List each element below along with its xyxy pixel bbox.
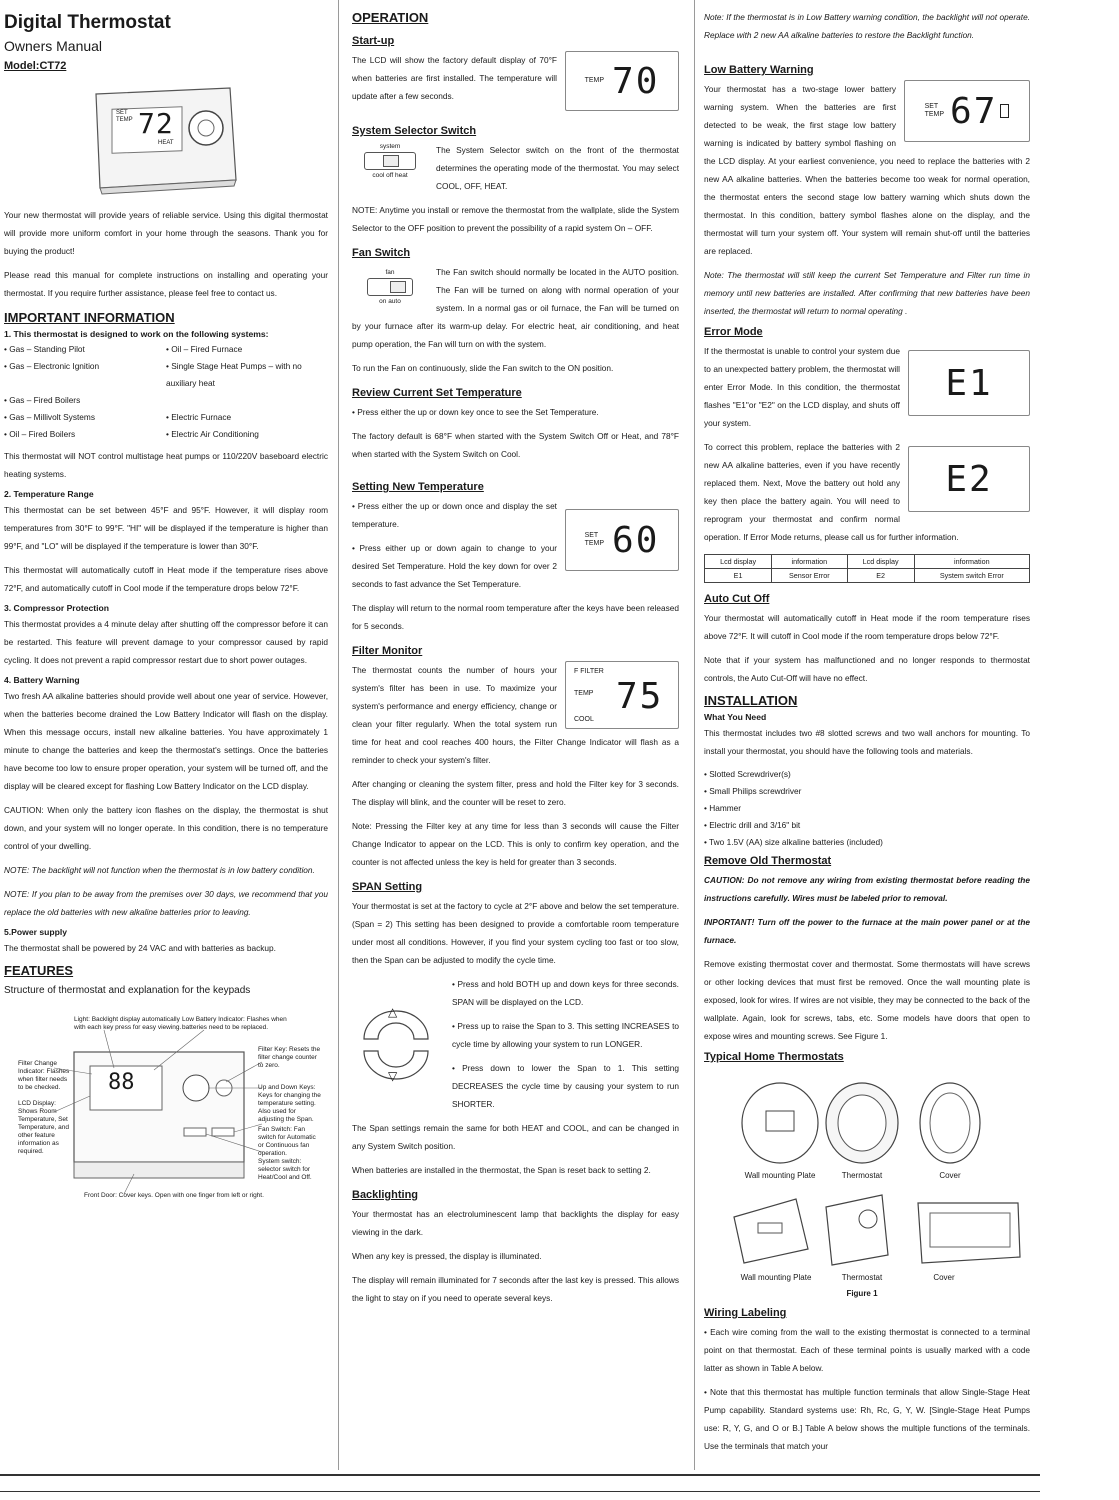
paragraph: • Each wire coming from the wall to the existing thermostat is connected to a terminal point on that thermostat. Each of these terminal points is usually marked with a code latter as shown in Table A below. bbox=[704, 1327, 1030, 1373]
features-heading: FEATURES bbox=[4, 963, 74, 978]
note-paragraph: NOTE: The backlight will not function when the thermostat is in low battery condition. bbox=[4, 865, 315, 875]
lcd-temp-label: TEMP bbox=[574, 690, 594, 697]
list-item: • Two 1.5V (AA) size alkaline batteries (included) bbox=[704, 837, 883, 847]
low-battery-lcd-display bbox=[904, 80, 1030, 142]
setting-title: Setting New Temperature bbox=[352, 481, 484, 493]
lcd-temperature: 70 bbox=[612, 60, 660, 102]
startup-lcd-display bbox=[565, 51, 679, 111]
caution-paragraph: CAUTION: When only the battery icon flashes on the display, the thermostat is shut down, and your system will no longer operate. In this condition, there is no temperature control of your dwelling. bbox=[4, 805, 328, 851]
paragraph: • Press either the up or down key once to see the Set Temperature. bbox=[352, 407, 599, 417]
table-cell: System switch Error bbox=[914, 569, 1029, 583]
paragraph: The display will remain illuminated for 7 seconds after the last key is pressed. This allows the light to stay on if you need to operate several keys. bbox=[352, 1275, 679, 1303]
paragraph: This thermostat will automatically cutoff in Heat mode if the temperature rises above 72°F, and automatically cutoff in Cool mode if the temperature drops below 72°F. bbox=[4, 565, 328, 593]
paragraph: Your thermostat has an electroluminescent lamp that backlights the display for easy viewing in the dark. bbox=[352, 1209, 679, 1237]
list-item: • Electric Air Conditioning bbox=[166, 429, 259, 439]
filter-monitor-title: Filter Monitor bbox=[352, 645, 423, 657]
figure-label: Wall mounting Plate bbox=[744, 1171, 816, 1180]
wiring-labeling-title: Wiring Labeling bbox=[704, 1307, 787, 1319]
diagram-lcd-digits: 88 bbox=[108, 1070, 135, 1095]
list-item: • Electric Furnace bbox=[166, 412, 232, 422]
lcd-temp-label: TEMP bbox=[584, 540, 605, 547]
page-bottom-rule bbox=[0, 1491, 1040, 1492]
section-title: 4. Battery Warning bbox=[4, 675, 80, 685]
review-title: Review Current Set Temperature bbox=[352, 387, 522, 399]
list-item: • Gas – Standing Pilot bbox=[4, 344, 85, 354]
up-down-keys bbox=[352, 989, 438, 1113]
list-item: • Electric drill and 3/16" bit bbox=[704, 820, 801, 830]
manual-subtitle: Owners Manual bbox=[4, 38, 103, 54]
paragraph: This thermostat will NOT control multistage heat pumps or 110/220V baseboard electric heating systems. bbox=[4, 451, 328, 479]
model-number: Model:CT72 bbox=[4, 60, 67, 72]
table-cell: E1 bbox=[705, 569, 772, 583]
figure-label: Thermostat bbox=[841, 1273, 883, 1282]
table-header-row bbox=[705, 555, 1030, 569]
diagram-label: System switch: selector switch for Heat/Cool and Off. bbox=[258, 1158, 312, 1181]
paragraph: This thermostat provides a 4 minute delay after shutting off the compressor before it can be restarted. This feature will prevent damage to your compressor caused by rapid cycling. It does not prevent a rapid compressor restart due to short power outages. bbox=[4, 619, 328, 665]
list-item: • Oil – Fired Boilers bbox=[4, 429, 76, 439]
illustration-temp-label: TEMP bbox=[116, 117, 133, 123]
span-setting-title: SPAN Setting bbox=[352, 881, 423, 893]
table-header-cell: information bbox=[914, 555, 1029, 569]
figure-label: Cover bbox=[939, 1171, 961, 1180]
paragraph: Structure of thermostat and explanation for the keypads bbox=[4, 985, 251, 996]
operation-heading: OPERATION bbox=[352, 10, 429, 25]
switch-label: on auto bbox=[379, 298, 401, 305]
note-paragraph: Note: The thermostat will still keep the current Set Temperature and Filter run time in memory until new batteries are installed. After confirming that new batteries have been inserted, the thermostat will return to normal operating . bbox=[704, 270, 1030, 316]
diagram-label: Front Door: Cover keys. Open with one finger from left or right. bbox=[84, 1192, 264, 1199]
paragraph: • Press and hold BOTH up and down keys for three seconds. SPAN will be displayed on the LCD. bbox=[452, 979, 679, 1007]
paragraph: To correct this problem, replace the batteries with 2 new AA alkaline batteries, even if you have recently replaced them. Next, Move the battery out hold any key then place the battery again. You will need to reprogram your thermostat and confirm normal operation. If Error Mode returns, please call us for further information. bbox=[704, 442, 959, 542]
table-cell: E2 bbox=[847, 569, 914, 583]
figure-label: Cover bbox=[933, 1273, 955, 1282]
paragraph: The factory default is 68°F when started with the System Switch Off or Heat, and 78°F when started with the System Switch on Cool. bbox=[352, 431, 679, 459]
paragraph: If the thermostat is unable to control your system due to an unexpected battery problem, the thermostat will enter Error Mode. In this condition, the thermostat flashes "E1"or "E2" on the LCD display, and shuts off your system. bbox=[704, 346, 900, 428]
lcd-error-code: E1 bbox=[945, 362, 993, 404]
column-divider bbox=[694, 0, 695, 1470]
diagram-label: Filter Key: Resets the filter change counter to zero. bbox=[258, 1046, 321, 1069]
filter-lcd-display bbox=[565, 661, 679, 729]
paragraph: When batteries are installed in the thermostat, the Span is reset back to setting 2. bbox=[352, 1165, 651, 1175]
down-arrow-icon[interactable]: ▽ bbox=[388, 1069, 398, 1083]
diagram-label: LCD Display: Shows Room Temperature, Set Temperature, and other feature information as required. bbox=[18, 1100, 69, 1155]
paragraph: The LCD will show the factory default display of 70°F when batteries are first installed. The temperature will update after a few seconds. bbox=[352, 55, 557, 101]
switch-label: cool off heat bbox=[372, 172, 408, 179]
diagram-label: Light: Backlight display automatically with each key press for easy viewing. bbox=[74, 1016, 182, 1031]
paragraph: This thermostat can be set between 45°F and 95°F. However, it will display room temperatures from 30°F to 99°F. "HI" will be displayed if the temperature is higher than 99°F, and "LO" will be displayed if the temperature is lower than 30°F. bbox=[4, 505, 328, 551]
column-divider bbox=[338, 0, 339, 1470]
up-arrow-icon[interactable]: △ bbox=[388, 1005, 398, 1019]
diagram-label: Low Battery Indicator: Flashes when batteries need to be replaced. bbox=[182, 1016, 287, 1031]
list-item: • Gas – Fired Boilers bbox=[4, 395, 81, 405]
diagram-label: Up and Down Keys: Keys for changing the temperature setting. Also used for adjusting the Span. bbox=[258, 1084, 321, 1123]
lcd-f-label: F bbox=[574, 668, 579, 675]
lcd-set-label: SET bbox=[584, 532, 599, 539]
backlighting-title: Backlighting bbox=[352, 1189, 419, 1201]
paragraph: • Press either up or down again to change to your desired Set Temperature. Hold the key down for over 2 seconds to fast advance the Set Temperature. bbox=[352, 543, 557, 589]
auto-cut-off-title: Auto Cut Off bbox=[704, 593, 770, 605]
important-information-heading: IMPORTANT INFORMATION bbox=[4, 310, 175, 325]
setting-lcd-display bbox=[565, 509, 679, 571]
list-item: • Hammer bbox=[704, 803, 742, 813]
section-title: What You Need bbox=[704, 712, 767, 722]
e1-lcd-display bbox=[908, 350, 1030, 416]
lcd-filter-label: FILTER bbox=[580, 668, 604, 675]
lcd-temperature: 60 bbox=[612, 519, 660, 561]
battery-icon bbox=[1000, 104, 1009, 118]
illustration-set-label: SET bbox=[116, 110, 128, 116]
column-2 bbox=[352, 8, 679, 1313]
installation-heading: INSTALLATION bbox=[704, 693, 798, 708]
lcd-cool-label: COOL bbox=[574, 716, 594, 723]
column-1 bbox=[4, 8, 328, 1206]
note-paragraph: NOTE: Anytime you install or remove the thermostat from the wallplate, slide the System Selector to the OFF position to prevent the possibility of a rapid system On – OFF. bbox=[352, 205, 679, 233]
table-cell: Sensor Error bbox=[772, 569, 847, 583]
paragraph: Two fresh AA alkaline batteries should provide well about one year of service. However, when the batteries become drained the Low Battery Indicator will flash on the display. When this message occurs, install new alkaline batteries. You have approximately 1 minute to change the batteries and keep the thermostat's settings. Once the batteries have become too low to ensure proper operation, your system will be turned off, and the display will be cleared except for flashing Low Battery Indicator on the LCD display. bbox=[4, 691, 328, 791]
fan-switch bbox=[352, 269, 428, 305]
page-bottom-rule bbox=[0, 1474, 1040, 1476]
list-item bbox=[166, 392, 328, 409]
paragraph: • Press either the up or down once and display the set temperature. bbox=[352, 501, 557, 529]
remove-old-title: Remove Old Thermostat bbox=[704, 855, 832, 867]
paragraph: The Span settings remain the same for both HEAT and COOL, and can be changed in any System Switch position. bbox=[352, 1123, 679, 1151]
paragraph: The Fan switch should normally be located in the AUTO position. The Fan will be turned on along with normal operation of your system. In a normal gas or oil furnace, the Fan will be turned on by your furnace after its warm-up delay. For electric heat, air conditioning, and heat pump operation, the Fan will turn on with the system. bbox=[352, 267, 679, 349]
paragraph: Note: Pressing the Filter key at any time for less than 3 seconds will cause the Filter Change Indicator to appear on the LCD. This is only to confirm key operation, and the counter is not affected unless the key is held for greater than 3 seconds. bbox=[352, 821, 679, 867]
caution-paragraph: CAUTION: Do not remove any wiring from existing thermostat before reading the instructions carefully. Wires must be labeled prior to removal. bbox=[704, 875, 1030, 903]
figure-caption: Figure 1 bbox=[846, 1289, 878, 1298]
systems-list bbox=[4, 341, 328, 443]
table-header-cell: Lcd display bbox=[705, 555, 772, 569]
paragraph: The display will return to the normal room temperature after the keys have been released for 5 seconds. bbox=[352, 603, 679, 631]
list-item: • Single Stage Heat Pumps – with no auxiliary heat bbox=[166, 361, 302, 388]
paragraph: The thermostat shall be powered by 24 VAC and with batteries as backup. bbox=[4, 943, 276, 953]
table-row bbox=[705, 569, 1030, 583]
column-3 bbox=[704, 8, 1030, 1461]
lcd-temp-label: TEMP bbox=[584, 77, 605, 84]
manual-title: Digital Thermostat bbox=[4, 12, 171, 33]
lcd-temp-label: TEMP bbox=[924, 111, 945, 118]
fan-switch-slider[interactable] bbox=[367, 278, 413, 296]
list-item: • Gas – Electronic Ignition bbox=[4, 361, 100, 371]
illustration-temperature: 72 bbox=[138, 107, 174, 140]
switch-label: fan bbox=[385, 269, 395, 276]
figure-label: Thermostat bbox=[841, 1171, 883, 1180]
fan-switch-title: Fan Switch bbox=[352, 247, 411, 259]
startup-title: Start-up bbox=[352, 35, 395, 47]
error-code-table bbox=[704, 554, 1030, 583]
paragraph: The System Selector switch on the front of the thermostat determines the operating mode of the thermostat. You may select COOL, OFF, HEAT. bbox=[436, 145, 679, 191]
note-paragraph: Note: If the thermostat is in Low Battery warning condition, the backlight will not operate. Replace with 2 new AA alkaline batteries to restore the Backlight function. bbox=[704, 12, 1030, 40]
error-mode-title: Error Mode bbox=[704, 326, 763, 338]
tools-list bbox=[704, 766, 1030, 851]
diagram-label: Filter Change Indicator: Flashes when filter needs to be checked. bbox=[18, 1060, 70, 1091]
section-title: 1. This thermostat is designed to work on the following systems: bbox=[4, 329, 269, 339]
system-switch-slider[interactable] bbox=[364, 152, 416, 170]
section-title: 3. Compressor Protection bbox=[4, 603, 110, 613]
paragraph: Remove existing thermostat cover and thermostat. Some thermostats will have screws or other locking devices that must first be removed. Once the wall mounting plate is exposed, look for wires. If wires are not visible, they may be connected to the back of the wallplate. Again, look for screws, tabs, etc. Some models have doors that open to expose wires and mounting screws. See Figure 1. bbox=[704, 959, 1030, 1041]
keypad-diagram bbox=[4, 1016, 324, 1206]
list-item: • Oil – Fired Furnace bbox=[166, 344, 243, 354]
paragraph: Your thermostat has a two-stage lower battery warning system. When the batteries are first detected to be weak, the first stage low battery warning is indicated by battery symbol flashing on the LCD display. At your earliest convenience, you need to replace the batteries with 2 new AA alkaline batteries. When the batteries become too weak for normal operation, the thermostat enters the second stage low battery warning which shuts down the thermostat. In this condition, battery symbol flashes alone on the display, and the thermostat will turn your system off. Your system will remain shut-off until the batteries are replaced. bbox=[704, 84, 1030, 256]
system-selector-switch bbox=[352, 143, 428, 179]
switch-label: system bbox=[379, 143, 401, 150]
paragraph: • Press up to raise the Span to 3. This setting INCREASES to cycle time by allowing your system to run LONGER. bbox=[452, 1021, 679, 1049]
typical-thermostats-title: Typical Home Thermostats bbox=[704, 1051, 844, 1063]
selector-switch-title: System Selector Switch bbox=[352, 125, 477, 137]
e2-lcd-display bbox=[908, 446, 1030, 512]
intro-paragraph: Your new thermostat will provide years of reliable service. Using this digital thermostat will provide more uniform comfort in your home through the seasons. Thank you for buying the product! bbox=[4, 210, 328, 256]
paragraph: When any key is pressed, the display is illuminated. bbox=[352, 1251, 542, 1261]
lcd-set-label: SET bbox=[924, 103, 939, 110]
paragraph: To run the Fan on continuously, slide the Fan switch to the ON position. bbox=[352, 363, 614, 373]
table-header-cell: Lcd display bbox=[847, 555, 914, 569]
note-paragraph: NOTE: If you plan to be away from the premises over 30 days, we recommend that you replace the old batteries with new alkaline batteries prior to leaving. bbox=[4, 889, 328, 917]
diagram-label: Fan Switch: Fan switch for Automatic or Continuous fan operation. bbox=[258, 1126, 316, 1157]
important-paragraph: INPORTANT! Turn off the power to the furnace at the main power panel or at the furnace. bbox=[704, 917, 1030, 945]
paragraph: Your thermostat is set at the factory to cycle at 2°F above and below the set temperature. (Span = 2) This setting has been designed to provide a comfortable room temperature under most all conditions. However, if you find your system cycling too fast or too slow, then the Span can be adjusted to modify the cycle time. bbox=[352, 901, 679, 965]
table-header-cell: information bbox=[772, 555, 847, 569]
paragraph: After changing or cleaning the system filter, press and hold the Filter key for 3 seconds. The display will blink, and the counter will be reset to zero. bbox=[352, 779, 679, 807]
lcd-error-code: E2 bbox=[945, 458, 993, 500]
paragraph: Your thermostat will automatically cutoff in Heat mode if the room temperature rises above 72°F. It will cutoff in Cool mode if the room temperature drops below 72°F. bbox=[704, 613, 1030, 641]
list-item: • Gas – Millivolt Systems bbox=[4, 412, 95, 422]
section-title: 5.Power supply bbox=[4, 927, 68, 937]
figure-1 bbox=[704, 1067, 1030, 1303]
paragraph: This thermostat includes two #8 slotted screws and two wall anchors for mounting. To install your thermostat, you should have the following tools and materials. bbox=[704, 728, 1030, 756]
list-item: • Slotted Screwdriver(s) bbox=[704, 769, 791, 779]
paragraph: • Note that this thermostat has multiple function terminals that allow Single-Stage Heat Pump capability. Standard systems use: Rh, Rc, G, Y, W. [Single-Stage Heat Pumps use: R, Y, G, and O or B.] Table A below shows the multiple functions of the terminals. Use the terminals that match your bbox=[704, 1387, 1030, 1451]
thermostat-illustration bbox=[90, 84, 240, 196]
lcd-temperature: 67 bbox=[950, 90, 998, 132]
section-title: 2. Temperature Range bbox=[4, 489, 94, 499]
figure-label: Wall mounting Plate bbox=[740, 1273, 812, 1282]
illustration-heat-label: HEAT bbox=[158, 140, 174, 146]
low-battery-title: Low Battery Warning bbox=[704, 64, 814, 76]
lcd-temperature: 75 bbox=[616, 676, 664, 717]
paragraph: Note that if your system has malfunctioned and no longer responds to thermostat controls, the Auto Cut-Off will have no effect. bbox=[704, 655, 1030, 683]
paragraph: The thermostat counts the number of hours your system's filter has been in use. To maximize your system's performance and energy efficiency, change or clean your filter regularly. When the total system run time for heat and cool reaches 400 hours, the Filter Change Indicator will flash as a reminder to check your system's filter. bbox=[352, 665, 679, 765]
list-item: • Small Philips screwdriver bbox=[704, 786, 802, 796]
intro-paragraph: Please read this manual for complete instructions on installing and operating your thermostat. If you require further assistance, please feel free to contact us. bbox=[4, 270, 328, 298]
paragraph: • Press down to lower the Span to 1. This setting DECREASES the cycle time by causing your system to run SHORTER. bbox=[452, 1063, 679, 1109]
